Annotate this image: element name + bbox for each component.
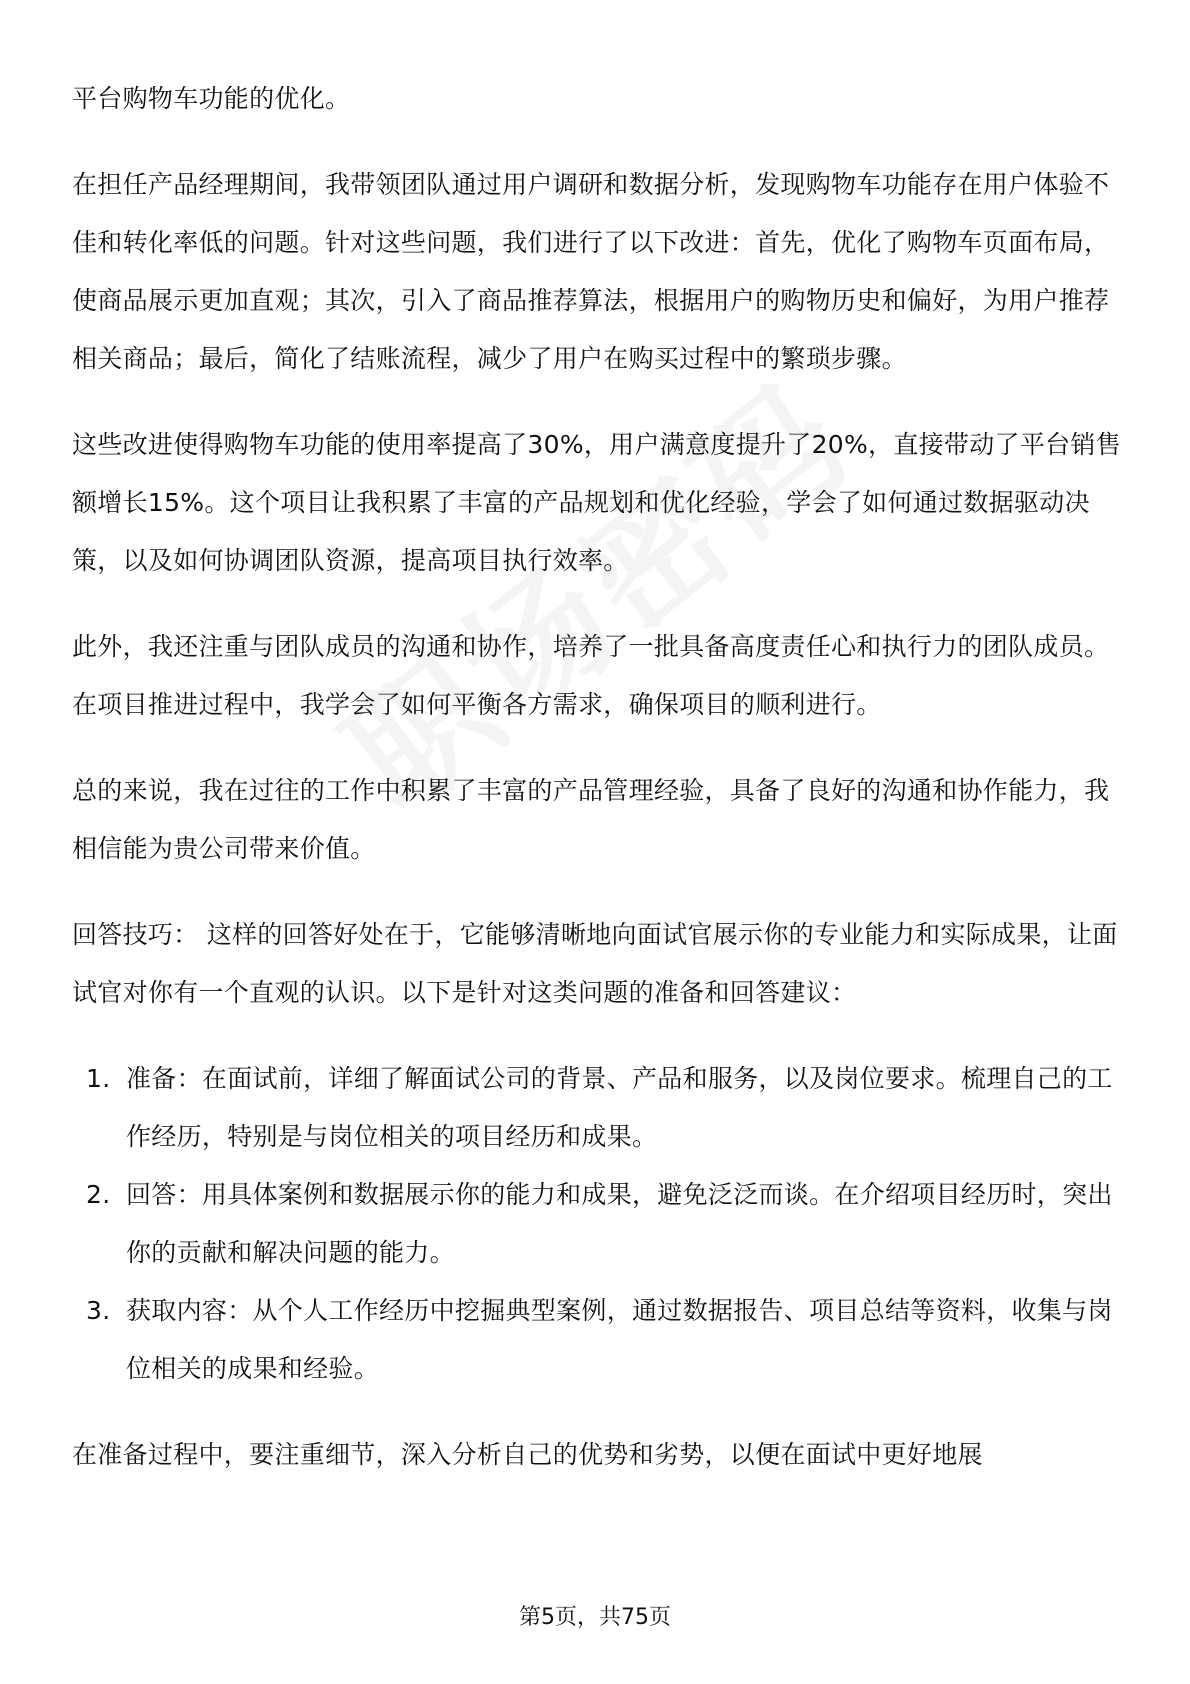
list-item-text: 准备：在面试前，详细了解面试公司的背景、产品和服务，以及岗位要求。梳理自己的工作经历，特别是与岗位相关的项目经历和成果。	[126, 1064, 1113, 1151]
list-item	[72, 1166, 1122, 1282]
list-item	[72, 1282, 1122, 1398]
paragraph-project-description: 在担任产品经理期间，我带领团队通过用户调研和数据分析，发现购物车功能存在用户体验不佳和转化率低的问题。针对这些问题，我们进行了以下改进：首先，优化了购物车页面布局，使商品展示更加直观；其次，引入了商品推荐算法，根据用户的购物历史和偏好，为用户推荐相关商品；最后，简化了结账流程，减少了用户在购买过程中的繁琐步骤。	[72, 170, 1110, 373]
paragraph-answer-tips: 回答技巧： 这样的回答好处在于，它能够清晰地向面试官展示你的专业能力和实际成果，让面试官对你有一个直观的认识。以下是针对这类问题的准备和回答建议：	[72, 920, 1118, 1007]
list-item-number: 3.	[86, 1296, 111, 1325]
list-item-number: 2.	[86, 1180, 111, 1209]
paragraph-summary: 总的来说，我在过往的工作中积累了丰富的产品管理经验，具备了良好的沟通和协作能力，我相信能为贵公司带来价值。	[72, 776, 1110, 863]
list-item	[72, 1050, 1122, 1166]
paragraph-teamwork: 此外，我还注重与团队成员的沟通和协作，培养了一批具备高度责任心和执行力的团队成员。在项目推进过程中，我学会了如何平衡各方需求，确保项目的顺利进行。	[72, 632, 1110, 719]
list-item-text: 获取内容：从个人工作经历中挖掘典型案例，通过数据报告、项目总结等资料，收集与岗位相关的成果和经验。	[126, 1296, 1113, 1383]
list-item-number: 1.	[86, 1064, 111, 1093]
paragraph-continuation: 平台购物车功能的优化。	[72, 84, 351, 113]
list-item-text: 回答：用具体案例和数据展示你的能力和成果，避免泛泛而谈。在介绍项目经历时，突出你的贡献和解决问题的能力。	[126, 1180, 1113, 1267]
page-number: 第5页，共75页	[519, 1605, 671, 1630]
tips-list	[72, 1050, 1122, 1398]
paragraph-results: 这些改进使得购物车功能的使用率提高了30%，用户满意度提升了20%，直接带动了平台销售额增长15%。这个项目让我积累了丰富的产品规划和优化经验，学会了如何通过数据驱动决策，以及如何协调团队资源，提高项目执行效率。	[72, 430, 1122, 575]
document-body	[72, 70, 1122, 1512]
paragraph-closing: 在准备过程中，要注重细节，深入分析自己的优势和劣势，以便在面试中更好地展	[72, 1440, 983, 1469]
